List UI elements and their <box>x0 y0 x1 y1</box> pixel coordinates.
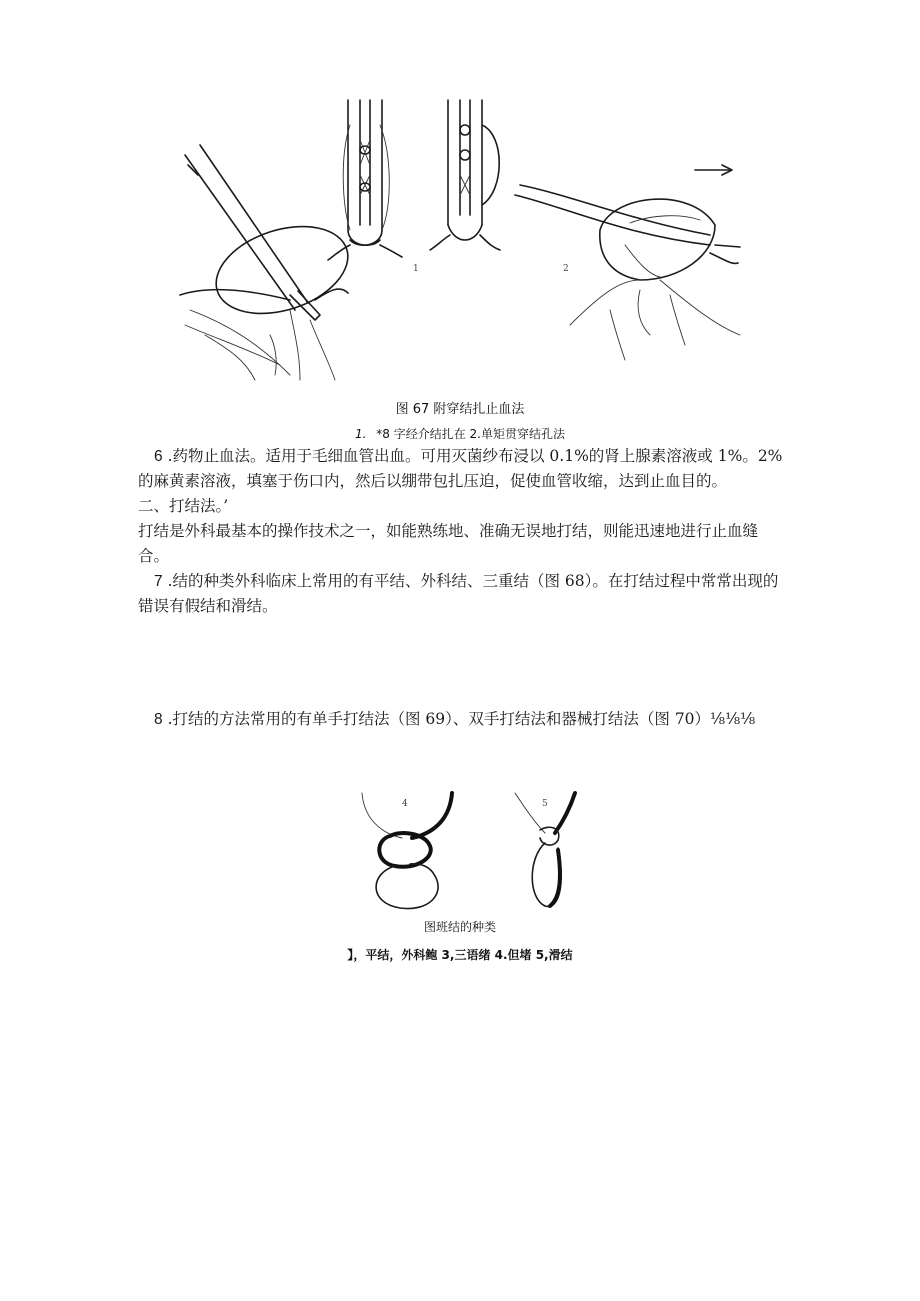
paragraph-7-text: .结的种类外科临床上常用的有平结、外科结、三重结（图 68）。在打结过程中常常出现的错误有假结和滑结。 <box>138 572 779 615</box>
paragraph-6 <box>138 444 788 494</box>
paragraph-8-number: 8 <box>154 711 163 728</box>
figure-68-subcaption: 】，平结，外科鲍 3,三语绪 4.但堵 5,滑结 <box>347 948 573 962</box>
figure-67-label-1: 1 <box>413 264 419 274</box>
ligation-left-drawing <box>180 145 359 380</box>
figure-67-subcaption <box>0 425 920 442</box>
ligation-right-drawing <box>515 165 740 360</box>
paragraph-8 <box>138 707 778 732</box>
paragraph-7 <box>138 569 788 619</box>
paragraph-knotting-intro: 打结是外科最基本的操作技术之一，如能熟练地、准确无误地打结，则能迅速地进行止血缝合。 <box>138 522 759 565</box>
paragraph-6-text: .药物止血法。适用于毛细血管出血。可用灭菌纱布浸以 0.1%的肾上腺素溶液或 1%。2%的麻黄素溶液，填塞于伤口内，然后以绷带包扎压迫，促使血管收缩，达到止血目的。 <box>138 447 783 490</box>
knot-drawing-4 <box>362 793 452 909</box>
figure-67-subcaption-text: *8 字经介结扎在 2.单矩贯穿结孔法 <box>376 427 565 441</box>
figure-68-caption: 图班结的种类 <box>423 920 496 934</box>
paragraph-6-number: 6 <box>154 448 163 465</box>
figure-67-caption: 图 67 附穿结扎止血法 <box>395 402 525 417</box>
figure-67-label-2: 2 <box>563 264 569 274</box>
paragraph-8-text: .打结的方法常用的有单手打结法（图 69）、双手打结法和器械打结法（图 70）⅛⅛⅛ <box>167 710 756 728</box>
figure-68-illustration <box>350 788 590 913</box>
paragraph-7-number: 7 <box>154 573 163 590</box>
figure-67-subcaption-number: 1. <box>355 427 367 441</box>
figure-68-label-5: 5 <box>542 799 548 809</box>
ligation-middle-drawings <box>328 100 500 274</box>
section-heading-knotting: 二、打结法。’ <box>138 497 229 515</box>
knot-drawing-5 <box>515 793 575 906</box>
figure-68-label-4: 4 <box>402 799 408 809</box>
figure-67-illustration <box>170 95 760 385</box>
